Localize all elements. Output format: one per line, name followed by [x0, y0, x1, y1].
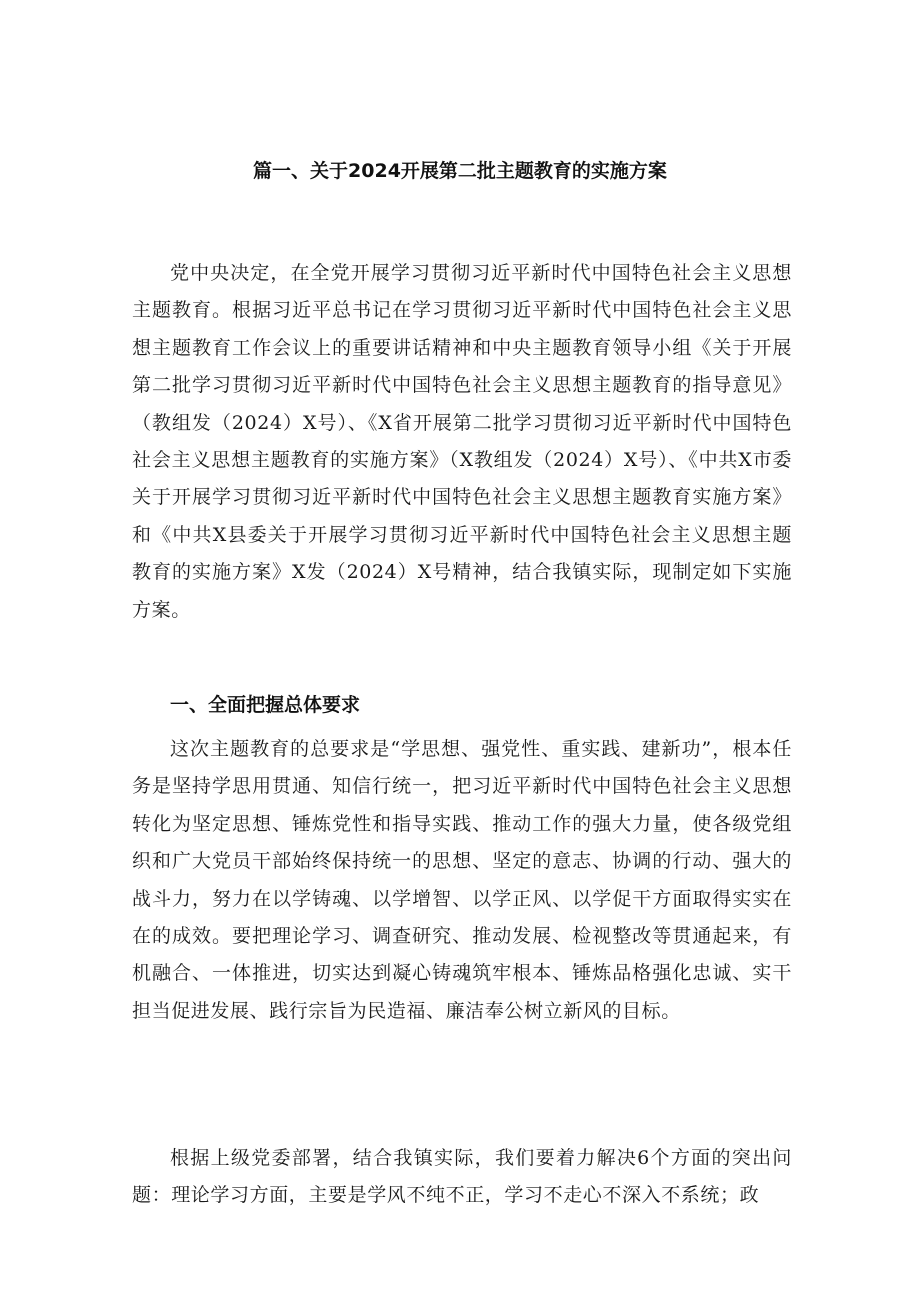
document-title: 篇一、关于2024开展第二批主题教育的实施方案 [253, 160, 667, 182]
intro-paragraph: 党中央决定，在全党开展学习贯彻习近平新时代中国特色社会主义思想主题教育。根据习近平总书记在学习贯彻习近平新时代中国特色社会主义思想主题教育工作会议上的重要讲话精神和中央主题教育领导小组《关于开展第二批学习贯彻习近平新时代中国特色社会主义思想主题教育的指导意见》（教组发（2024）X号）、《X省开展第二批学习贯彻习近平新时代中国特色社会主义思想主题教育的实施方案》（X教组发（2024）X号）、《中共X市委关于开展学习贯彻习近平新时代中国特色社会主义思想主题教育实施方案》和《中共X县委关于开展学习贯彻习近平新时代中国特色社会主义思想主题教育的实施方案》X发（2024）X号精神，结合我镇实际，现制定如下实施方案。 [132, 262, 792, 621]
problems-paragraph: 根据上级党委部署，结合我镇实际，我们要着力解决6个方面的突出问题：理论学习方面，主要是学风不纯不正，学习不走心不深入不系统；政 [132, 1147, 792, 1207]
requirements-paragraph: 这次主题教育的总要求是“学思想、强党性、重实践、建新功”，根本任务是坚持学思用贯通、知信行统一，把习近平新时代中国特色社会主义思想转化为坚定思想、锤炼党性和指导实践、推动工作的强大力量，使各级党组织和广大党员干部始终保持统一的思想、坚定的意志、协调的行动、强大的战斗力，努力在以学铸魂、以学增智、以学正风、以学促干方面取得实实在在的成效。要把理论学习、调查研究、推动发展、检视整改等贯通起来，有机融合、一体推进，切实达到凝心铸魂筑牢根本、锤炼品格强化忠诚、实干担当促进发展、践行宗旨为民造福、廉洁奉公树立新风的目标。 [132, 738, 792, 1022]
section-heading-overall-requirements: 一、全面把握总体要求 [170, 694, 361, 716]
